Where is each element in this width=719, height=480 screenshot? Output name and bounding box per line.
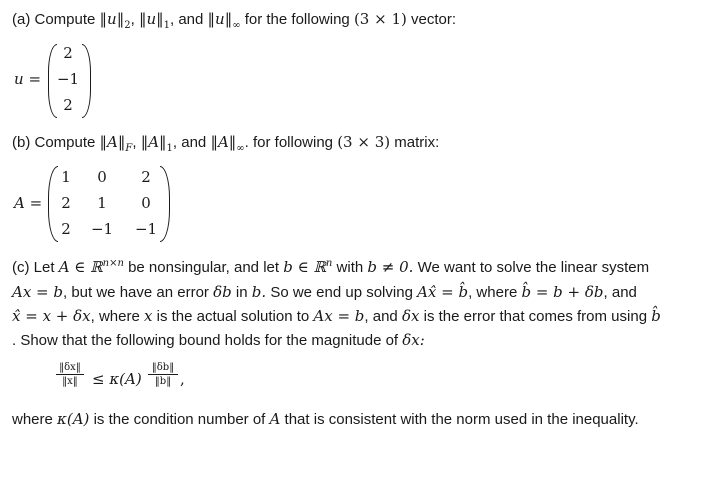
c-l3-i: b̂	[651, 307, 661, 325]
matrix-a-eq: =	[29, 194, 43, 212]
final-d: A	[269, 410, 281, 428]
vector-u-entry: −1	[56, 70, 80, 88]
part-a-rest: for the following	[244, 11, 350, 28]
c-l1-e: with	[336, 259, 364, 276]
part-b-label: (b) Compute	[12, 134, 96, 151]
c-l2-e: b.	[251, 283, 267, 301]
matrix-cell: 2	[61, 194, 71, 212]
matrix-cell: 0	[97, 168, 107, 186]
c-l1-d: b ∈ ℝ	[283, 258, 326, 276]
part-a-tail: vector:	[411, 11, 457, 28]
ineq-den2: ‖b‖	[154, 376, 172, 387]
c-l1-a: (c) Let	[12, 259, 55, 276]
ineq-num2: ‖δb‖	[151, 362, 175, 373]
part-c-line-3	[12, 307, 661, 325]
part-b-tail: matrix:	[394, 134, 440, 151]
norm-f-sub: F	[125, 143, 133, 154]
c-l1-b: A ∈ ℝ	[58, 258, 103, 276]
part-c-line-1	[12, 258, 649, 276]
vector-u-label	[14, 70, 41, 88]
c-l2-f: So we end up solving	[270, 284, 413, 301]
c-l1-f: b ≠ 0.	[367, 258, 414, 276]
frac-bar	[148, 374, 178, 375]
c-l2-c: δb	[213, 283, 232, 301]
matrix-a-var: A	[14, 194, 25, 212]
c-l2-b: , but we have an error	[63, 284, 209, 301]
c-l2-g: Ax̂ = b̂	[417, 283, 469, 301]
norm-1-a: ‖A‖	[140, 133, 167, 151]
c-l3-e: Ax = b	[313, 307, 365, 325]
part-c-line-2	[12, 283, 637, 301]
part-c-final-line	[12, 410, 639, 428]
matrix-cell: −1	[90, 220, 114, 238]
matrix-cell: 1	[97, 194, 107, 212]
vector-u-eq: =	[28, 70, 42, 88]
norm-inf-sub: ∞	[232, 20, 241, 31]
c-l4-b: δx:	[402, 331, 425, 349]
and-text: , and	[169, 11, 204, 28]
and-text-b: , and	[172, 134, 207, 151]
norm-inf-a: ‖A‖	[210, 133, 237, 151]
c-l2-a: Ax = b	[12, 283, 63, 301]
part-b-prompt: (b) Compute $‖A‖_F$, $‖A‖_1$, and $‖A‖_\infty$. for following (3 × 3) matrix:	[12, 133, 440, 154]
vector-u-entry: 2	[63, 44, 73, 62]
c-l3-c: x	[144, 307, 153, 325]
matrix-cell: −1	[134, 220, 158, 238]
final-c: is the condition number of	[93, 411, 266, 428]
norm-1-u: ‖u‖	[138, 10, 164, 28]
c-l3-h: is the error that comes from using	[423, 308, 648, 325]
c-l2-d: in	[235, 284, 248, 301]
norm-1-sub: 1	[163, 20, 170, 31]
c-l3-d: is the actual solution to	[156, 308, 310, 325]
final-b: κ(A)	[57, 410, 90, 428]
norm-1a-sub: 1	[166, 143, 173, 154]
ineq-frac-left	[56, 362, 84, 387]
frac-bar	[56, 374, 84, 375]
part-b-rest: . for following	[244, 134, 334, 151]
c-l1-sup2: n	[325, 258, 333, 269]
ineq-den1: ‖x‖	[62, 376, 78, 387]
c-l3-a: x̂ = x + δx	[12, 307, 91, 325]
matrix-cell: 1	[61, 168, 71, 186]
c-l1-sup: n×n	[102, 258, 124, 269]
part-a-label: (a) Compute	[12, 11, 96, 28]
ineq-frac-right	[148, 362, 178, 387]
c-l3-b: , where	[90, 308, 140, 325]
norm-infa-sub: ∞	[236, 143, 245, 154]
part-c-line-4	[12, 331, 425, 349]
c-l2-i: b̂ = b + δb	[521, 283, 604, 301]
norm-2-sub: 2	[124, 20, 131, 31]
matrix-cell: 2	[61, 220, 71, 238]
matrix-cell: 2	[141, 168, 151, 186]
matrix-a-label	[14, 194, 42, 212]
c-l2-j: , and	[603, 284, 637, 301]
ineq-num1: ‖δx‖	[59, 362, 81, 373]
c-l3-g: δx	[401, 307, 420, 325]
part-b-dims: (3 × 3)	[337, 133, 391, 151]
vector-u-var: u	[14, 70, 24, 88]
c-l1-c: be nonsingular, and let	[128, 259, 280, 276]
ineq-kappa: ≤ κ(A)	[92, 370, 142, 388]
norm-f-a: ‖A‖	[99, 133, 126, 151]
c-l3-f: , and	[364, 308, 398, 325]
c-l4-a: . Show that the following bound holds for the magnitude of	[12, 332, 399, 349]
part-a-dims: (3 × 1)	[353, 10, 407, 28]
matrix-cell: 0	[141, 194, 151, 212]
vector-u-entry: 2	[63, 96, 73, 114]
c-l2-h: , where	[468, 284, 518, 301]
final-a: where	[12, 411, 53, 428]
norm-inf-u: ‖u‖	[207, 10, 233, 28]
part-a-prompt: (a) Compute $‖u‖_2$, $‖u‖_1$, and $‖u‖_\infty$ for the following (3 × 1) vector:	[12, 10, 457, 31]
c-l1-g: We want to solve the linear system	[417, 259, 650, 276]
norm-2-u: ‖u‖	[99, 10, 125, 28]
final-e: that is consistent with the norm used in the inequality.	[284, 411, 639, 428]
ineq-end: ,	[180, 370, 185, 388]
